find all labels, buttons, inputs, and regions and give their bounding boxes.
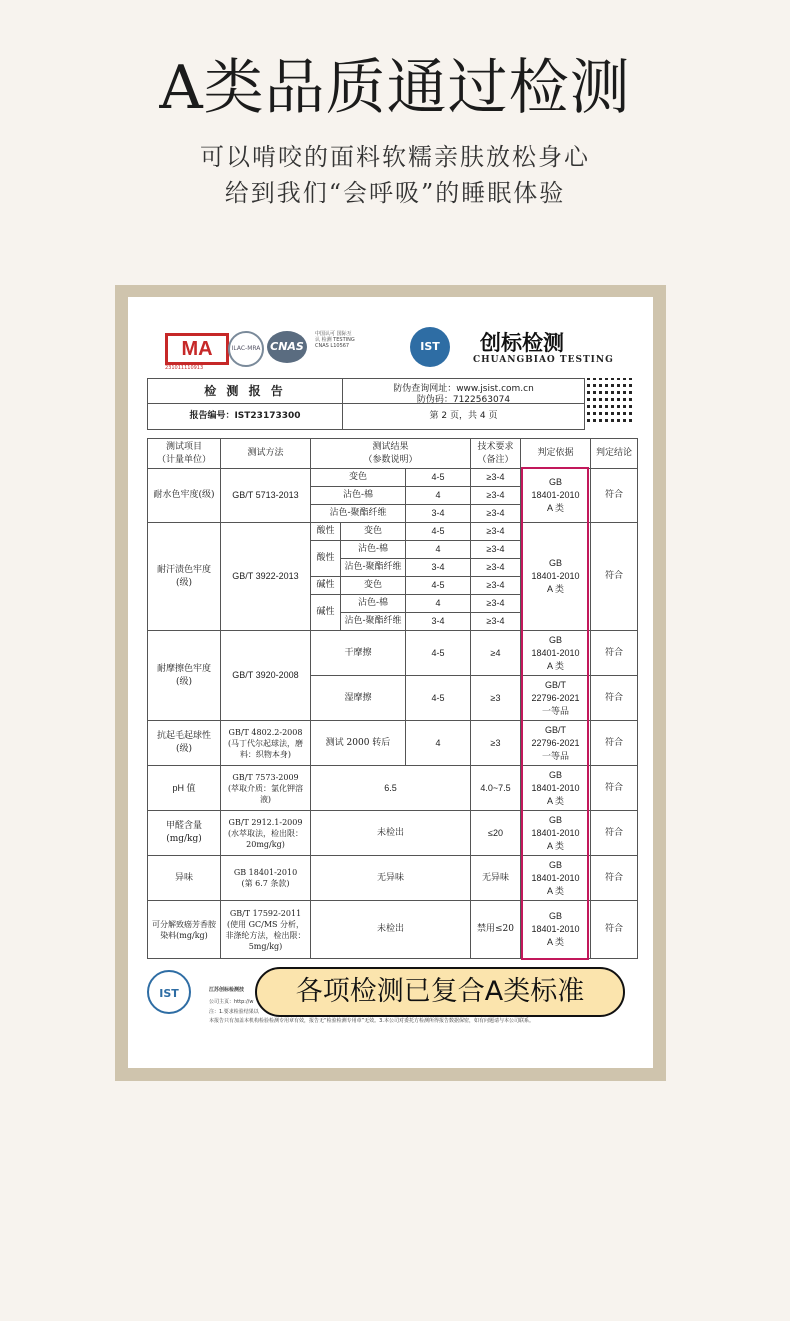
verdict-cell: 符合 xyxy=(591,901,638,959)
requirement-cell: ≥3-4 xyxy=(471,595,521,613)
item-cell: 异味 xyxy=(148,856,221,901)
header-method: 测试方法 xyxy=(221,439,311,469)
requirement-cell: ≥3-4 xyxy=(471,505,521,523)
verdict-cell: 符合 xyxy=(591,469,638,523)
value-cell: 3-4 xyxy=(406,613,471,631)
doc-title: 检 测 报 告 xyxy=(148,379,343,404)
requirement-cell: ≥3-4 xyxy=(471,469,521,487)
basis-cell: GB 18401-2010 A 类 xyxy=(521,856,591,901)
requirement-cell: ≥3 xyxy=(471,676,521,721)
requirement-cell: ≤20 xyxy=(471,811,521,856)
cnas-text: 中国认可 国际互认 检测 TESTING CNAS L10567 xyxy=(315,331,355,349)
requirement-cell: ≥3-4 xyxy=(471,559,521,577)
report-number: 报告编号：IST23173300 xyxy=(148,404,343,429)
basis-cell: GB 18401-2010 A 类 xyxy=(521,469,591,523)
requirement-cell: 4.0~7.5 xyxy=(471,766,521,811)
basis-cell: GB 18401-2010 A 类 xyxy=(521,523,591,631)
basis-cell: GB 18401-2010 A 类 xyxy=(521,631,591,676)
footer-disclaimer: 本报告只有加盖本机构检验检测专用章有效，报告无“检验检测专用章”无效。3.本公司对委托方检测所得报告数据保密，如有问题请与本公司联系。 xyxy=(209,1018,534,1024)
ma-number: 231011110913 xyxy=(165,365,204,371)
qr-code-icon xyxy=(587,378,635,426)
sub-item-cell: 沾色-聚酯纤维 xyxy=(341,613,406,631)
verdict-cell: 符合 xyxy=(591,631,638,676)
ma-logo-icon: MA xyxy=(165,333,229,365)
value-cell: 4-5 xyxy=(406,469,471,487)
sub-item-cell: 沾色-棉 xyxy=(341,595,406,613)
header-basis: 判定依据 xyxy=(521,439,591,469)
item-cell: 耐汗渍色牢度 (级) xyxy=(148,523,221,631)
subtitle-line-2: 给到我们“会呼吸”的睡眠体验 xyxy=(224,179,566,207)
requirement-cell: ≥3-4 xyxy=(471,613,521,631)
item-cell: 甲醛含量 (mg/kg) xyxy=(148,811,221,856)
requirement-cell: 无异味 xyxy=(471,856,521,901)
sub-item-cell: 变色 xyxy=(311,469,406,487)
basis-cell: GB/T 22796-2021 一等品 xyxy=(521,676,591,721)
method-cell: GB/T 17592-2011 (使用 GC/MS 分析，非涤纶方法，检出限：5mg/kg) xyxy=(221,901,311,959)
page-title: A类品质通过检测 xyxy=(159,53,631,123)
sub-item-cell: 沾色-棉 xyxy=(341,541,406,559)
alkali-label: 碱性 xyxy=(311,595,341,631)
value-cell: 4-5 xyxy=(406,631,471,676)
verdict-cell: 符合 xyxy=(591,856,638,901)
alkali-label: 碱性 xyxy=(311,577,341,595)
sub-item-cell: 沾色-聚酯纤维 xyxy=(341,559,406,577)
sub-item-cell: 沾色-棉 xyxy=(311,487,406,505)
item-cell: 耐水色牢度(级) xyxy=(148,469,221,523)
basis-cell: GB 18401-2010 A 类 xyxy=(521,811,591,856)
brand-name-cn: 创标检测 xyxy=(480,330,564,355)
sub-item-cell: 湿摩擦 xyxy=(311,676,406,721)
footer-note: 注：1.要求检验结果以 xyxy=(209,1009,259,1015)
subtitle-line-1: 可以啃咬的面料软糯亲肤放松身心 xyxy=(200,143,590,171)
basis-cell: GB 18401-2010 A 类 xyxy=(521,901,591,959)
basis-highlight-box xyxy=(521,467,589,960)
verdict-cell: 符合 xyxy=(591,766,638,811)
page-info: 第 2 页，共 4 页 xyxy=(429,411,498,421)
header-result: 测试结果 （参数说明） xyxy=(311,439,471,469)
sub-item-cell: 干摩擦 xyxy=(311,631,406,676)
value-cell: 4 xyxy=(406,487,471,505)
table-header-row xyxy=(148,439,638,469)
value-cell: 4 xyxy=(406,541,471,559)
value-cell: 6.5 xyxy=(311,766,471,811)
sub-item-cell: 变色 xyxy=(341,577,406,595)
method-cell: GB/T 5713-2013 xyxy=(221,469,311,523)
value-cell: 4 xyxy=(406,721,471,766)
item-cell: 抗起毛起球性 (级) xyxy=(148,721,221,766)
value-cell: 4-5 xyxy=(406,676,471,721)
value-cell: 3-4 xyxy=(406,559,471,577)
value-cell: 4 xyxy=(406,595,471,613)
value-cell: 无异味 xyxy=(311,856,471,901)
brand-name-en: CHUANGBIAO TESTING xyxy=(473,355,614,365)
standard-badge: 各项检测已复合A类标准 xyxy=(255,967,625,1017)
value-cell: 4-5 xyxy=(406,523,471,541)
requirement-cell: ≥3 xyxy=(471,721,521,766)
requirement-cell: ≥3-4 xyxy=(471,523,521,541)
value-cell: 未检出 xyxy=(311,811,471,856)
requirement-cell: ≥3-4 xyxy=(471,577,521,595)
report-header xyxy=(147,378,585,430)
acid-label: 酸性 xyxy=(311,523,341,541)
requirement-cell: 禁用≤20 xyxy=(471,901,521,959)
footer-company: 江苏创标检测技 xyxy=(209,987,245,993)
header-requirement: 技术要求 （备注） xyxy=(471,439,521,469)
requirement-cell: ≥3-4 xyxy=(471,541,521,559)
value-cell: 3-4 xyxy=(406,505,471,523)
acid-label: 酸性 xyxy=(311,541,341,577)
method-cell: GB/T 3922-2013 xyxy=(221,523,311,631)
condition-cell: 测试 2000 转后 xyxy=(311,721,406,766)
verdict-cell: 符合 xyxy=(591,811,638,856)
basis-cell: GB/T 22796-2021 一等品 xyxy=(521,721,591,766)
ilac-mra-logo-icon: ILAC-MRA xyxy=(228,331,264,367)
ist-logo-icon: IST xyxy=(410,327,450,367)
header-item: 测试项目 （计量单位） xyxy=(148,439,221,469)
method-cell: GB 18401-2010 (第 6.7 条款) xyxy=(221,856,311,901)
method-cell: GB/T 2912.1-2009 (水萃取法，检出限：20mg/kg) xyxy=(221,811,311,856)
value-cell: 未检出 xyxy=(311,901,471,959)
method-cell: GB/T 3920-2008 xyxy=(221,631,311,721)
requirement-cell: ≥4 xyxy=(471,631,521,676)
cnas-logo-icon: CNAS xyxy=(267,331,307,363)
verdict-cell: 符合 xyxy=(591,676,638,721)
item-cell: 可分解致癌芳香胺染料(mg/kg) xyxy=(148,901,221,959)
sub-item-cell: 沾色-聚酯纤维 xyxy=(311,505,406,523)
query-url: 防伪查询网址：www.jsist.com.cn xyxy=(393,384,534,394)
value-cell: 4-5 xyxy=(406,577,471,595)
method-cell: GB/T 7573-2009 (萃取介质：氯化钾溶液) xyxy=(221,766,311,811)
footer-homepage: 公司主页：http://w xyxy=(209,999,254,1005)
report-logos xyxy=(165,325,625,375)
verdict-cell: 符合 xyxy=(591,721,638,766)
method-cell: GB/T 4802.2-2008 (马丁代尔起球法，磨料：织物本身) xyxy=(221,721,311,766)
header-verdict: 判定结论 xyxy=(591,439,638,469)
item-cell: 耐摩擦色牢度 (级) xyxy=(148,631,221,721)
basis-cell: GB 18401-2010 A 类 xyxy=(521,766,591,811)
item-cell: pH 值 xyxy=(148,766,221,811)
verdict-cell: 符合 xyxy=(591,523,638,631)
anti-fake-code: 防伪码：7122563074 xyxy=(343,392,584,404)
ist-seal-icon: IST xyxy=(147,970,191,1014)
requirement-cell: ≥3-4 xyxy=(471,487,521,505)
sub-item-cell: 变色 xyxy=(341,523,406,541)
